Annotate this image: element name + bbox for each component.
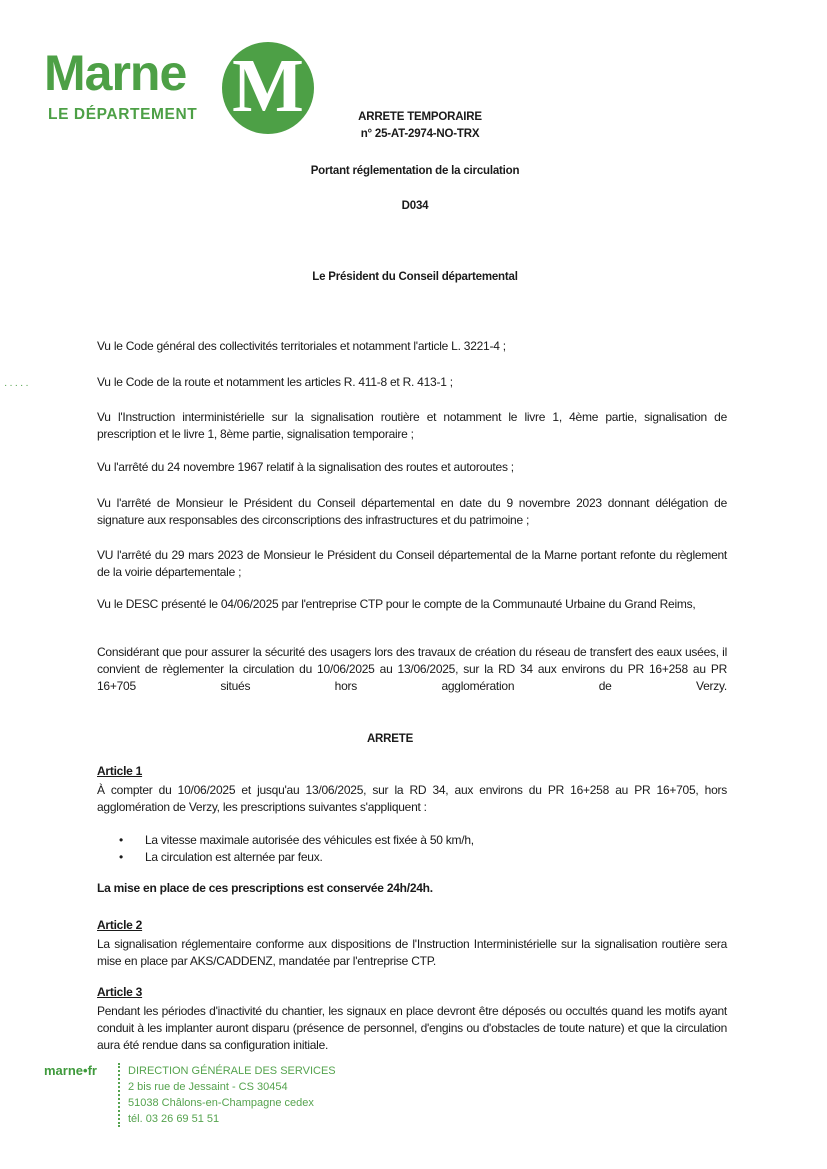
- authority: Le Président du Conseil départemental: [312, 271, 518, 283]
- bullet-item: • La circulation est alternée par feux.: [97, 849, 727, 866]
- article-title: Article 3: [97, 985, 143, 999]
- article-text: À compter du 10/06/2025 et jusqu'au 13/06/2025, sur la RD 34, aux environs du PR 16+258 au PR 16+705, hors agglomération de Verzy, les prescriptions suivantes s'appliquent :: [97, 783, 727, 814]
- logo-wordmark: Marne: [44, 45, 187, 101]
- consideration: Considérant que pour assurer la sécurité des usagers lors des travaux de création du réseau de transfert des eaux usées, il convient de règlementer la circulation du 10/06/2025 au 13/06/2025, sur la RD 34 aux environs du PR 16+258 au PR 16+705 situés hors agglomération de Verzy.: [97, 645, 727, 693]
- article-text: Pendant les périodes d'inactivité du chantier, les signaux en place devront être déposés ou occultés quand les motifs ayant conduit à les implanter auront disparu (présence de personnel, d'engins ou d'obstacles de toute nature) et que la circulation aura été rendue dans sa configuration initiale.: [97, 1004, 727, 1052]
- consideration: Vu l'Instruction interministérielle sur la signalisation routière et notamment le livre 1, 4ème partie, signalisation de prescription et le livre 1, 8ème partie, signalisation temporaire ;: [97, 410, 727, 441]
- road-code: D034: [401, 200, 429, 212]
- article-title: Article 1: [97, 764, 143, 778]
- bullet-item: • La vitesse maximale autorisée des véhicules est fixée à 50 km/h,: [97, 832, 727, 849]
- consideration: Vu le DESC présenté le 04/06/2025 par l'entreprise CTP pour le compte de la Communauté Urbaine du Grand Reims,: [97, 597, 696, 611]
- footer-line: 2 bis rue de Jessaint - CS 30454: [128, 1081, 288, 1093]
- decree-heading: ARRETE: [366, 733, 414, 745]
- logo-emblem-letter: M: [232, 44, 304, 128]
- decree-title: ARRETE TEMPORAIRE: [358, 111, 482, 123]
- footer-line: DIRECTION GÉNÉRALE DES SERVICES: [128, 1065, 336, 1077]
- decree-number: n° 25-AT-2974-NO-TRX: [360, 128, 480, 140]
- article-text: La signalisation réglementaire conforme aux dispositions de l'Instruction Interministérielle sur la signalisation routière sera mise en place par AKS/CADDENZ, mandatée par l'entreprise CTP.: [97, 937, 727, 968]
- consideration: Vu l'arrêté du 24 novembre 1967 relatif à la signalisation des routes et autoroutes ;: [97, 460, 514, 474]
- article-note: La mise en place de ces prescriptions est conservée 24h/24h.: [97, 881, 433, 895]
- footer-line: 51038 Châlons-en-Champagne cedex: [128, 1097, 314, 1109]
- footer-address: [118, 1063, 336, 1127]
- consideration: Vu l'arrêté de Monsieur le Président du Conseil départemental en date du 9 novembre 2023 donnant délégation de signature aux responsables des circonscriptions des infrastructures et du patrimoine ;: [97, 496, 727, 527]
- logo-subtitle: LE DÉPARTEMENT: [48, 106, 198, 123]
- logo-emblem: [222, 42, 314, 134]
- footer-line: tél. 03 26 69 51 51: [128, 1113, 220, 1125]
- article-title: Article 2: [97, 918, 143, 932]
- article-bullets: [97, 832, 727, 866]
- footer-site: marne•fr: [44, 1063, 97, 1078]
- consideration: Vu le Code général des collectivités territoriales et notamment l'article L. 3221-4 ;: [97, 339, 506, 353]
- margin-dots: ·····: [4, 380, 31, 391]
- consideration: VU l'arrêté du 29 mars 2023 de Monsieur le Président du Conseil départemental de la Marne portant refonte du règlement de la voirie départementale ;: [97, 548, 727, 579]
- consideration: Vu le Code de la route et notamment les articles R. 411-8 et R. 413-1 ;: [97, 375, 453, 389]
- decree-subject: Portant réglementation de la circulation: [310, 165, 520, 177]
- marne-logo: [44, 44, 324, 145]
